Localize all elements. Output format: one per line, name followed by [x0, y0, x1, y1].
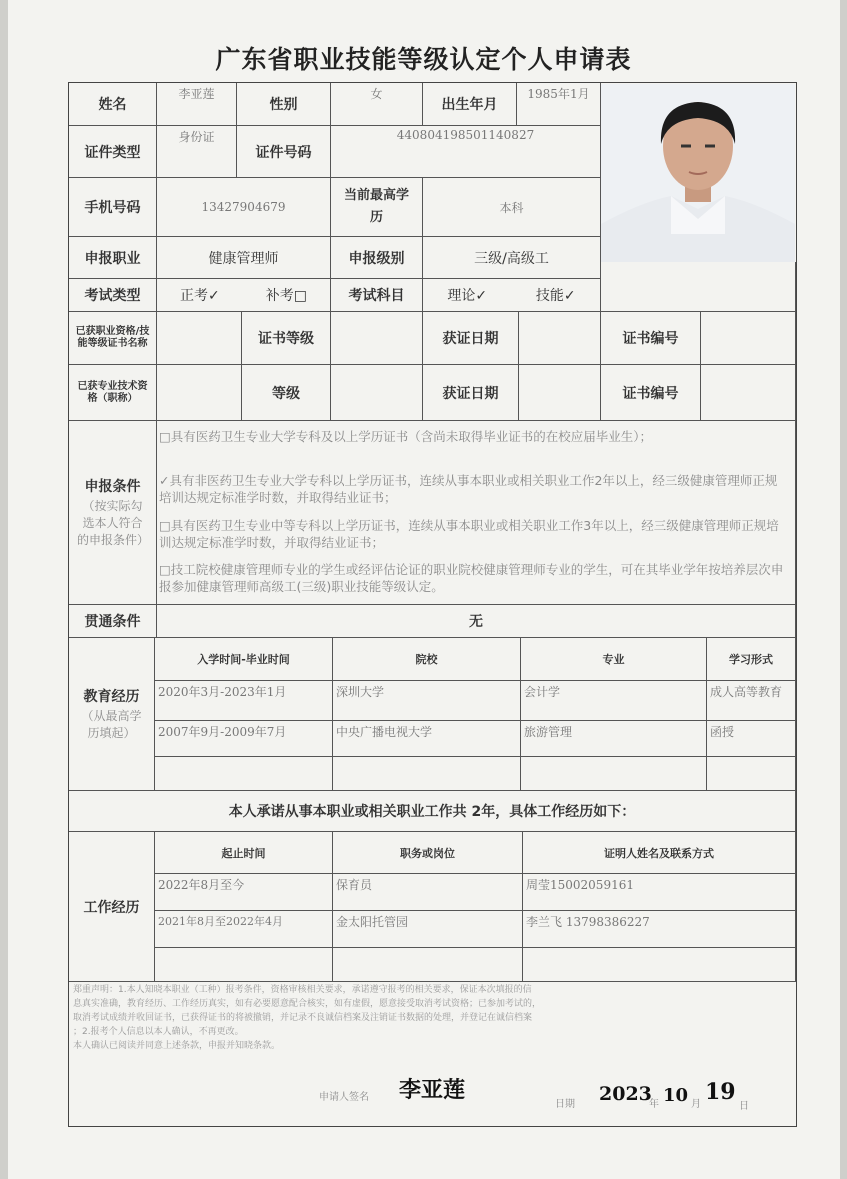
label-cert-level: 证书等级: [242, 312, 331, 365]
edu-row-1-major[interactable]: 会计学: [521, 681, 707, 721]
value-cert-level[interactable]: [331, 312, 423, 365]
value-level[interactable]: 三级/高级工: [423, 237, 601, 279]
subject-skill-checkbox[interactable]: 技能✓: [535, 288, 576, 304]
label-level: 申报级别: [331, 237, 423, 279]
value-through[interactable]: 无: [157, 605, 796, 638]
edu-row-3-mode[interactable]: [707, 757, 796, 791]
label-id-type: 证件类型: [69, 126, 157, 178]
label-tech-no: 证书编号: [601, 365, 701, 421]
label-education-history: [69, 638, 155, 791]
value-id-type[interactable]: 身份证: [157, 126, 237, 178]
value-gender[interactable]: 女: [331, 83, 423, 126]
label-tech-level: 等级: [242, 365, 331, 421]
work-row-2-period[interactable]: 2021年8月至2022年4月: [155, 911, 333, 948]
work-row-1-reference[interactable]: 周莹15002059161: [523, 874, 796, 911]
label-birth: 出生年月: [423, 83, 517, 126]
portrait-image: [601, 84, 795, 262]
work-row-3-reference[interactable]: [523, 948, 796, 982]
exam-regular-checkbox[interactable]: 正考✓: [180, 288, 220, 304]
conditions-title: 申报条件: [84, 479, 141, 495]
year-unit: 年: [649, 1099, 659, 1110]
label-gender: 性别: [237, 83, 331, 126]
edu-row-3-school[interactable]: [333, 757, 521, 791]
declaration-line-2: 息真实准确，教育经历、工作经历真实，如有必要愿意配合核实，如有虚假，愿意接受取消考试资格；已参加考试的，: [73, 999, 542, 1009]
value-birth[interactable]: 1985年1月: [517, 83, 601, 126]
photo-bottom-area: [601, 262, 796, 312]
label-exam-type: 考试类型: [69, 279, 157, 312]
edu-row-2-school[interactable]: 中央广播电视大学: [333, 721, 521, 757]
edu-header-period: 入学时间-毕业时间: [155, 638, 333, 681]
edu-header-mode: 学习形式: [707, 638, 796, 681]
declaration-line-1: 郑重声明：1.本人知晓本职业（工种）报考条件，资格审核相关要求，承诺遵守报考的相关要求，保证本次填报的信: [73, 985, 532, 995]
label-phone: 手机号码: [69, 178, 157, 237]
edu-header-school: 院校: [333, 638, 521, 681]
work-row-3-period[interactable]: [155, 948, 333, 982]
edu-row-1-school[interactable]: 深圳大学: [333, 681, 521, 721]
education-subtitle: （从最高学历填起）: [81, 709, 142, 740]
month-unit: 月: [691, 1099, 701, 1110]
edu-row-2-mode[interactable]: 函授: [707, 721, 796, 757]
label-occupation: 申报职业: [69, 237, 157, 279]
form-title: 广东省职业技能等级认定个人申请表: [215, 45, 632, 74]
label-name: 姓名: [69, 83, 157, 126]
label-work-history: 工作经历: [69, 832, 155, 982]
conditions-subtitle: （按实际勾选本人符合的申报条件）: [77, 499, 150, 547]
education-title: 教育经历: [83, 689, 140, 705]
value-cert-no[interactable]: [701, 312, 796, 365]
value-education[interactable]: 本科: [423, 178, 601, 237]
work-row-2-reference[interactable]: 李兰飞 13798386227: [523, 911, 796, 948]
edu-row-2-major[interactable]: 旅游管理: [521, 721, 707, 757]
work-commitment: 本人承诺从事本职业或相关职业工作共 2年，具体工作经历如下：: [69, 791, 796, 832]
value-name[interactable]: 李亚莲: [157, 83, 237, 126]
edu-row-1-mode[interactable]: 成人高等教育: [707, 681, 796, 721]
value-tech-level[interactable]: [331, 365, 423, 421]
date-year[interactable]: 2023: [599, 1083, 652, 1105]
label-cert-no: 证书编号: [601, 312, 701, 365]
declaration-line-4: ；2.报考个人信息以本人确认，不再更改。: [73, 1027, 244, 1037]
label-obtained-tech: 已获专业技术资格（职称）: [69, 365, 157, 421]
value-exam-type: [157, 279, 331, 312]
work-header-period: 起止时间: [155, 832, 333, 874]
edu-row-2-period[interactable]: 2007年9月-2009年7月: [155, 721, 333, 757]
date-day[interactable]: 19: [705, 1079, 736, 1105]
work-row-2-position[interactable]: 金太阳托管园: [333, 911, 523, 948]
value-tech-no[interactable]: [701, 365, 796, 421]
label-tech-date: 获证日期: [423, 365, 519, 421]
work-row-1-position[interactable]: 保育员: [333, 874, 523, 911]
label-education: 当前最高学历: [331, 178, 423, 237]
condition-item-3[interactable]: □具有医药卫生专业中等专科以上学历证书，连续从事本职业或相关职业工作3年以上，经三级健康管理师正规培训达规定标准学时数，并取得结业证书；: [159, 518, 779, 550]
label-cert-date: 获证日期: [423, 312, 519, 365]
exam-makeup-checkbox[interactable]: 补考□: [265, 288, 307, 304]
label-id-no: 证件号码: [237, 126, 331, 178]
label-exam-subject: 考试科目: [331, 279, 423, 312]
declaration-text: [73, 983, 791, 1053]
label-obtained-vocational: 已获职业资格/技能等级证书名称: [69, 312, 157, 365]
value-exam-subject: [423, 279, 601, 312]
work-header-reference: 证明人姓名及联系方式: [523, 832, 796, 874]
date-label: 日期: [555, 1099, 575, 1110]
application-form: [68, 82, 797, 1127]
value-cert-date[interactable]: [519, 312, 601, 365]
condition-item-1[interactable]: □具有医药卫生专业大学专科及以上学历证书（含尚未取得毕业证书的在校应届毕业生）；: [159, 429, 653, 444]
edu-row-1-period[interactable]: 2020年3月-2023年1月: [155, 681, 333, 721]
declaration-line-5: 本人确认已阅读并同意上述条款，申报并知晓条款。: [73, 1041, 281, 1051]
subject-theory-checkbox[interactable]: 理论✓: [447, 288, 488, 304]
applicant-photo: [601, 84, 795, 262]
work-row-3-position[interactable]: [333, 948, 523, 982]
work-row-1-period[interactable]: 2022年8月至今: [155, 874, 333, 911]
declaration-line-3: 取消考试成绩并收回证书，已获得证书的将被撤销，并记录不良诚信档案及注销证书数据的处理，并登记在诚信档案: [73, 1013, 533, 1023]
edu-header-major: 专业: [521, 638, 707, 681]
work-header-position: 职务或岗位: [333, 832, 523, 874]
value-id-no[interactable]: 440804198501140827: [331, 126, 601, 178]
value-obtained-tech[interactable]: [157, 365, 242, 421]
label-through: 贯通条件: [69, 605, 157, 638]
date-month[interactable]: 10: [663, 1085, 689, 1106]
value-obtained-vocational[interactable]: [157, 312, 242, 365]
value-tech-date[interactable]: [519, 365, 601, 421]
label-conditions: [69, 421, 157, 605]
applicant-signature[interactable]: 李亚莲: [399, 1077, 466, 1103]
condition-item-2[interactable]: ✓具有非医药卫生专业大学专科以上学历证书，连续从事本职业或相关职业工作2年以上，经三级健康管理师正规培训达规定标准学时数，并取得结业证书；: [159, 473, 778, 505]
condition-item-4[interactable]: □技工院校健康管理师专业的学生或经评估论证的职业院校健康管理师专业的学生，可在其毕业学年按培养层次申报参加健康管理师高级工(三级)职业技能等级认定。: [159, 562, 784, 594]
signature-label: 申请人签名: [319, 1092, 369, 1103]
edu-row-3-major[interactable]: [521, 757, 707, 791]
value-phone[interactable]: 13427904679: [157, 178, 331, 237]
day-unit: 日: [739, 1101, 749, 1112]
value-occupation[interactable]: 健康管理师: [157, 237, 331, 279]
edu-row-3-period[interactable]: [155, 757, 333, 791]
